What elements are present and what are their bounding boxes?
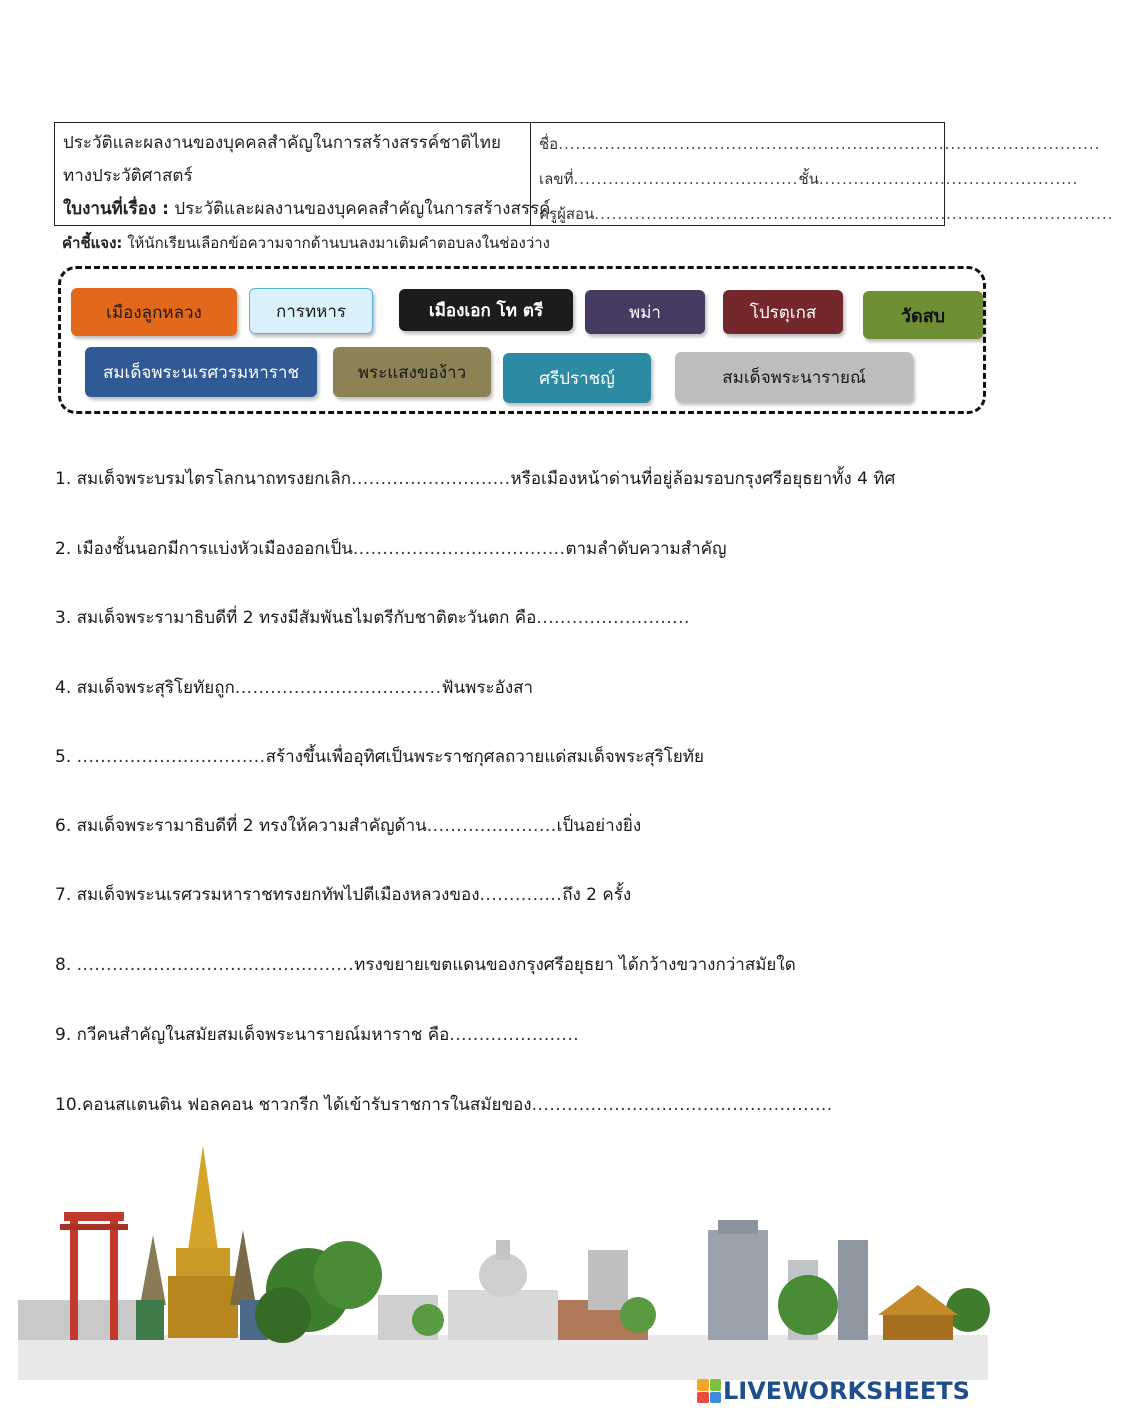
question-text-after: ถึง 2 ครั้ง — [562, 885, 632, 905]
word-chip-3[interactable] — [399, 289, 573, 331]
question-text-before: สมเด็จพระบรมไตรโลกนาถทรงยกเลิก — [76, 469, 352, 489]
number-field[interactable]: ....................................... — [573, 170, 799, 188]
liveworksheets-wordmark: LIVEWORKSHEETS — [723, 1377, 970, 1405]
word-chip-label: สมเด็จพระนเรศวรมหาราช — [102, 362, 300, 383]
question-4 — [55, 674, 533, 701]
liveworksheets-mark-icon — [697, 1379, 721, 1403]
number-label: เลขที่ — [539, 170, 574, 188]
question-text-before: เมืองชั้นนอกมีการแบ่งหัวเมืองออกเป็น — [76, 539, 353, 559]
question-text-after: เป็นอย่างยิ่ง — [556, 816, 642, 836]
question-text-after: หรือเมืองหน้าด่านที่อยู่ล้อมรอบกรุงศรีอยุธยาทั้ง 4 ทิศ — [510, 469, 896, 489]
question-text-after: ทรงขยายเขตแดนของกรุงศรีอยุธยา ได้กว้างขวางกว่าสมัยใด — [354, 955, 796, 975]
question-text-after: สร้างขึ้นเพื่ออุทิศเป็นพระราชกุศลถวายแด่สมเด็จพระสุริโยทัย — [265, 747, 704, 767]
answer-blank[interactable]: ................................... — [234, 678, 442, 698]
question-text-before: สมเด็จพระรามาธิบดีที่ 2 ทรงมีสัมพันธไมตรีกับชาติตะวันตก คือ — [76, 608, 537, 628]
answer-blank[interactable]: .................................... — [352, 539, 566, 559]
word-chip-label: ศรีปราชญ์ — [539, 368, 615, 389]
word-chip-6[interactable] — [863, 291, 983, 339]
answer-blank[interactable]: ...................... — [449, 1025, 580, 1045]
question-text-before: สมเด็จพระนเรศวรมหาราชทรงยกทัพไปตีเมืองหลวงของ — [76, 885, 480, 905]
question-8 — [55, 951, 796, 978]
answer-blank[interactable]: ........................... — [351, 469, 511, 489]
question-2 — [55, 535, 726, 562]
question-number: 6. — [55, 816, 72, 836]
instruction — [62, 231, 550, 255]
question-3 — [55, 604, 690, 631]
teacher-field[interactable]: .......................................................................................... — [594, 205, 1114, 223]
word-chip-label: เมืองลูกหลวง — [106, 302, 202, 323]
worksheet-topic: ประวัติและผลงานของบุคคลสำคัญในการสร้างสรรค์ — [174, 199, 551, 219]
worksheet-label: ใบงานที่เรื่อง : — [63, 199, 169, 219]
worksheet-header — [54, 122, 1114, 226]
bangkok-skyline-illustration — [18, 1140, 988, 1380]
question-number: 2. — [55, 539, 72, 559]
liveworksheets-logo — [697, 1377, 970, 1405]
word-chip-label: สมเด็จพระนารายณ์ — [722, 367, 866, 388]
question-9 — [55, 1021, 579, 1048]
word-chip-10[interactable] — [675, 352, 913, 402]
class-field[interactable]: ............................................. — [818, 170, 1079, 188]
question-text-before: สมเด็จพระสุริโยทัยถูก — [76, 678, 235, 698]
question-number: 4. — [55, 678, 72, 698]
name-field[interactable]: .............................................................................................. — [558, 135, 1101, 153]
title-line-1: ประวัติและผลงานของบุคคลสำคัญในการสร้างสรรค์ชาติไทย — [63, 133, 501, 153]
question-number: 8. — [55, 955, 72, 975]
worksheet-topic-row — [63, 193, 551, 226]
number-class-row — [539, 162, 1113, 197]
word-chip-4[interactable] — [585, 290, 705, 334]
question-text-before: สมเด็จพระรามาธิบดีที่ 2 ทรงให้ความสำคัญด้าน — [76, 816, 427, 836]
class-label: ชั้น — [798, 170, 819, 188]
name-label: ชื่อ — [539, 135, 559, 153]
instruction-label: คำชี้แจง: — [62, 234, 123, 252]
question-number: 9. — [55, 1025, 72, 1045]
word-chip-label: วัดสบ — [900, 305, 946, 327]
question-number: 10. — [55, 1095, 83, 1115]
question-number: 1. — [55, 469, 72, 489]
word-chip-label: เมืองเอก โท ตรี — [428, 300, 544, 321]
question-text-before: กวีคนสำคัญในสมัยสมเด็จพระนารายณ์มหาราช คือ — [76, 1025, 450, 1045]
question-6 — [55, 812, 641, 839]
answer-blank[interactable]: ...................... — [426, 816, 557, 836]
student-info-block — [531, 123, 1121, 225]
question-text-before: คอนสแตนติน ฟอลคอน ชาวกรีก ได้เข้ารับราชการในสมัยของ — [82, 1095, 532, 1115]
teacher-label: ครูผู้สอน — [539, 205, 595, 223]
question-text-after: ตามลำดับความสำคัญ — [565, 539, 727, 559]
word-chip-label: พระแสงของ้าว — [357, 362, 467, 383]
question-5 — [55, 743, 704, 770]
question-number: 3. — [55, 608, 72, 628]
question-number: 7. — [55, 885, 72, 905]
word-chip-label: โปรตุเกส — [749, 302, 817, 323]
question-number: 5. — [55, 747, 72, 767]
word-chip-label: การทหาร — [275, 301, 347, 322]
question-text-after: ฟันพระอังสา — [441, 678, 534, 698]
word-bank — [58, 266, 986, 414]
word-chip-7[interactable] — [85, 347, 317, 397]
name-row — [539, 127, 1113, 162]
title-line-2: ทางประวัติศาสตร์ — [63, 166, 193, 186]
question-10 — [55, 1091, 833, 1118]
word-chip-5[interactable] — [723, 290, 843, 334]
answer-blank[interactable]: .............. — [479, 885, 563, 905]
word-chip-label: พม่า — [629, 302, 661, 323]
teacher-row — [539, 197, 1113, 232]
word-chip-2[interactable] — [249, 288, 373, 334]
answer-blank[interactable]: ............................................... — [76, 955, 355, 975]
question-7 — [55, 881, 631, 908]
answer-blank[interactable]: .......................... — [536, 608, 690, 628]
answer-blank[interactable]: ................................................... — [531, 1095, 833, 1115]
word-chip-8[interactable] — [333, 347, 491, 397]
instruction-text: ให้นักเรียนเลือกข้อความจากด้านบนลงมาเติมคำตอบลงในช่องว่าง — [127, 234, 550, 252]
question-1 — [55, 465, 895, 492]
word-chip-1[interactable] — [71, 288, 237, 336]
answer-blank[interactable]: ................................ — [76, 747, 266, 767]
word-chip-9[interactable] — [503, 353, 651, 403]
